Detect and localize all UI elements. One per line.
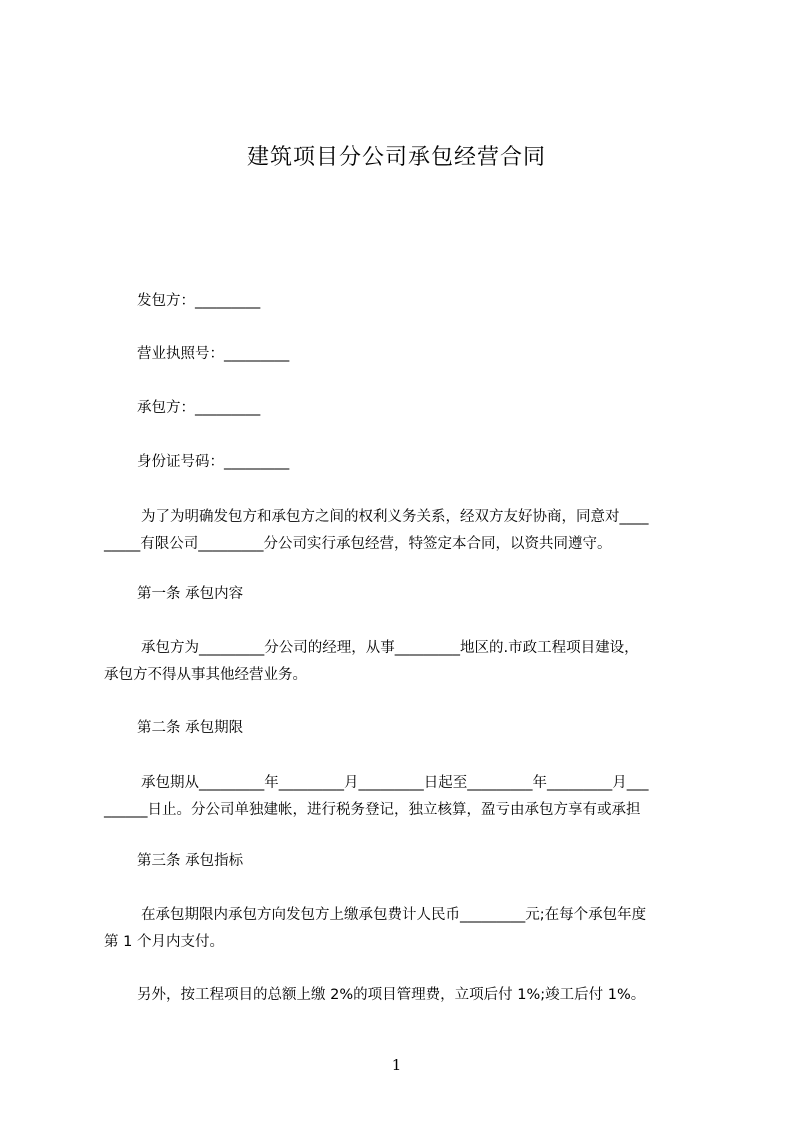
article-1-line-2: 承包方不得从事其他经营业务。 bbox=[104, 667, 307, 683]
contractor-field: 承包方：_________ bbox=[137, 400, 261, 416]
article-3-line-1: 在承包期限内承包方向发包方上缴承包费计人民币_________元;在每个承包年度 bbox=[141, 907, 647, 923]
license-field: 营业执照号：_________ bbox=[137, 346, 290, 362]
preamble-line-1: 为了为明确发包方和承包方之间的权利义务关系，经双方友好协商，同意对____ bbox=[141, 509, 649, 525]
article-3-line-3: 另外，按工程项目的总额上缴 2%的项目管理费，立项后付 1%;竣工后付 1%。 bbox=[137, 987, 646, 1003]
document-title: 建筑项目分公司承包经营合同 bbox=[246, 145, 546, 170]
article-2-heading: 第二条 承包期限 bbox=[137, 720, 244, 736]
page-number: 1 bbox=[391, 1056, 402, 1074]
employer-field: 发包方：_________ bbox=[137, 293, 261, 309]
article-3-heading: 第三条 承包指标 bbox=[137, 853, 244, 869]
article-3-line-2: 第 1 个月内支付。 bbox=[104, 934, 224, 950]
id-number-field: 身份证号码：_________ bbox=[137, 454, 290, 470]
article-2-line-2: ______日止。分公司单独建帐，进行税务登记，独立核算，盈亏由承包方享有或承担 bbox=[104, 802, 641, 818]
article-1-line-1: 承包方为_________分公司的经理，从事_________地区的.市政工程项目建设， bbox=[141, 640, 639, 656]
article-2-line-1: 承包期从_________年_________月_________日起至_________年_________月___ bbox=[141, 775, 649, 791]
preamble-line-2: _____有限公司_________分公司实行承包经营，特签定本合同，以资共同遵守。 bbox=[104, 536, 612, 552]
article-1-heading: 第一条 承包内容 bbox=[137, 586, 244, 602]
